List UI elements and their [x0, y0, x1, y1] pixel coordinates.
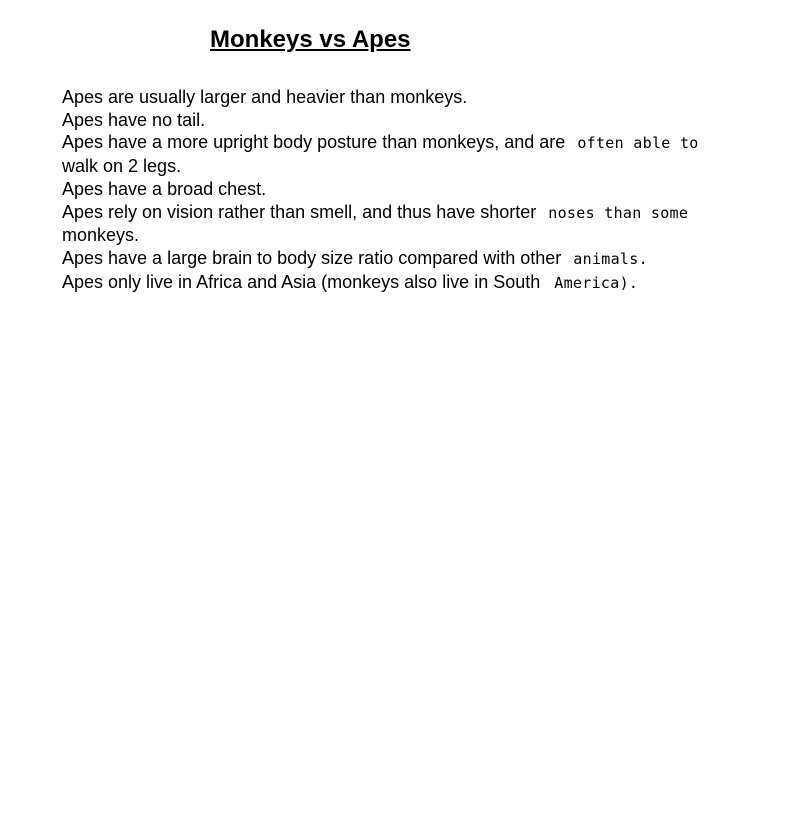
document-body: [62, 86, 782, 294]
line-text: Apes have a more upright body posture than monkeys, and are: [62, 132, 566, 153]
text-line: [62, 178, 782, 201]
line-text: Apes have a large brain to body size ratio compared with other: [62, 247, 562, 268]
line-text: Apes have no tail.: [62, 109, 206, 130]
line-text: Apes have a broad chest.: [62, 178, 267, 199]
line-text: monkeys.: [62, 225, 140, 246]
line-tail-text: animals.: [573, 249, 648, 268]
text-line: [62, 86, 782, 109]
text-line: [62, 109, 782, 132]
text-line: [62, 247, 782, 271]
line-text: Apes are usually larger and heavier than monkeys.: [62, 87, 468, 107]
line-text: walk on 2 legs.: [62, 156, 182, 177]
line-tail-text: noses than some: [548, 203, 689, 222]
line-text: Apes only live in Africa and Asia (monkeys also live in South: [62, 271, 541, 292]
text-line: [62, 271, 782, 295]
line-tail-text: America).: [554, 273, 639, 292]
text-line: [62, 201, 782, 225]
line-tail-text: often able to: [577, 134, 699, 153]
text-line: [62, 155, 782, 178]
text-line: [62, 224, 782, 247]
text-line: [62, 131, 782, 155]
line-text: Apes rely on vision rather than smell, and thus have shorter: [62, 201, 537, 222]
document-title: Monkeys vs Apes: [210, 26, 411, 53]
